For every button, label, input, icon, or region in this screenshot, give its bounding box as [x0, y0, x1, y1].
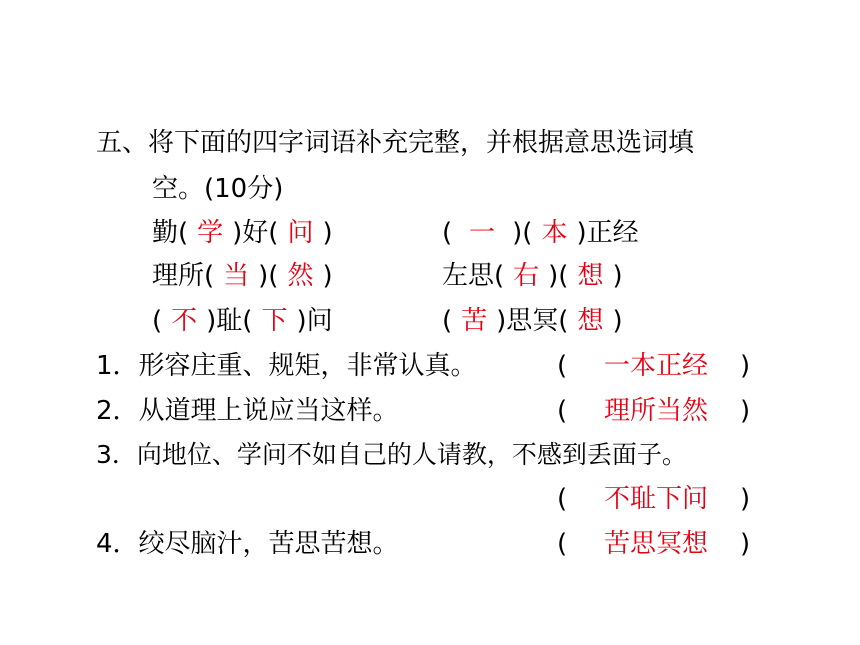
idiom-text: )(: [258, 261, 279, 291]
open-bracket: (: [557, 396, 568, 426]
idiom-answer: 想: [577, 261, 604, 291]
idiom-text: )好(: [232, 218, 279, 248]
idiom-text: )(: [512, 218, 533, 248]
idiom-text: ): [612, 261, 623, 291]
idiom-answer: 右: [513, 261, 540, 291]
idiom-text: )(: [548, 261, 569, 291]
question-answer: 苦思冥想: [604, 529, 709, 559]
close-bracket: ): [740, 351, 751, 381]
open-bracket: (: [557, 529, 568, 559]
question-answer: 理所当然: [604, 396, 709, 426]
open-bracket: (: [557, 484, 568, 514]
idiom-text: )思冥(: [496, 306, 569, 336]
question-answer: 一本正经: [604, 351, 709, 381]
idiom-answer: 下: [261, 306, 288, 336]
idiom-item: [442, 304, 623, 338]
idiom-text: 左思(: [442, 261, 505, 291]
question-text: 3．向地位、学问不如自己的人请教，不感到丢面子。: [96, 440, 687, 469]
idiom-text: )问: [296, 306, 333, 336]
close-bracket: ): [740, 529, 751, 559]
question-text: 2．从道理上说应当这样。: [96, 396, 399, 426]
idiom-text: (: [152, 306, 163, 336]
idiom-answer: 本: [541, 218, 568, 248]
idiom-text: (: [442, 218, 453, 248]
idiom-text: 勤(: [152, 218, 189, 248]
question-answer: 不耻下问: [604, 484, 709, 514]
idiom-item: [152, 259, 333, 293]
exercise-title-line1: 五、将下面的四字词语补充完整，并根据意思选词填: [96, 128, 695, 158]
open-bracket: (: [557, 351, 568, 381]
idiom-answer: 一: [469, 218, 496, 248]
idiom-item: [152, 216, 333, 250]
idiom-text: ): [612, 306, 623, 336]
idiom-text: 理所(: [152, 261, 215, 291]
idiom-item: [152, 304, 333, 338]
idiom-answer: 想: [577, 306, 604, 336]
idiom-answer: 不: [171, 306, 198, 336]
close-bracket: ): [740, 396, 751, 426]
idiom-answer: 然: [287, 261, 314, 291]
idiom-answer: 学: [197, 218, 224, 248]
idiom-text: ): [322, 261, 333, 291]
idiom-text: )耻(: [206, 306, 253, 336]
idiom-text: ): [322, 218, 333, 248]
idiom-item: [442, 216, 639, 250]
exercise-title-line2: 空。(10分): [152, 174, 284, 204]
idiom-text: )正经: [576, 218, 639, 248]
question-text: 1．形容庄重、规矩，非常认真。: [96, 351, 477, 381]
idiom-answer: 当: [223, 261, 250, 291]
idiom-answer: 苦: [461, 306, 488, 336]
idiom-text: (: [442, 306, 453, 336]
question-text: 4．绞尽脑汁，苦思苦想。: [96, 529, 399, 559]
idiom-answer: 问: [287, 218, 314, 248]
close-bracket: ): [740, 484, 751, 514]
idiom-item: [442, 259, 623, 293]
